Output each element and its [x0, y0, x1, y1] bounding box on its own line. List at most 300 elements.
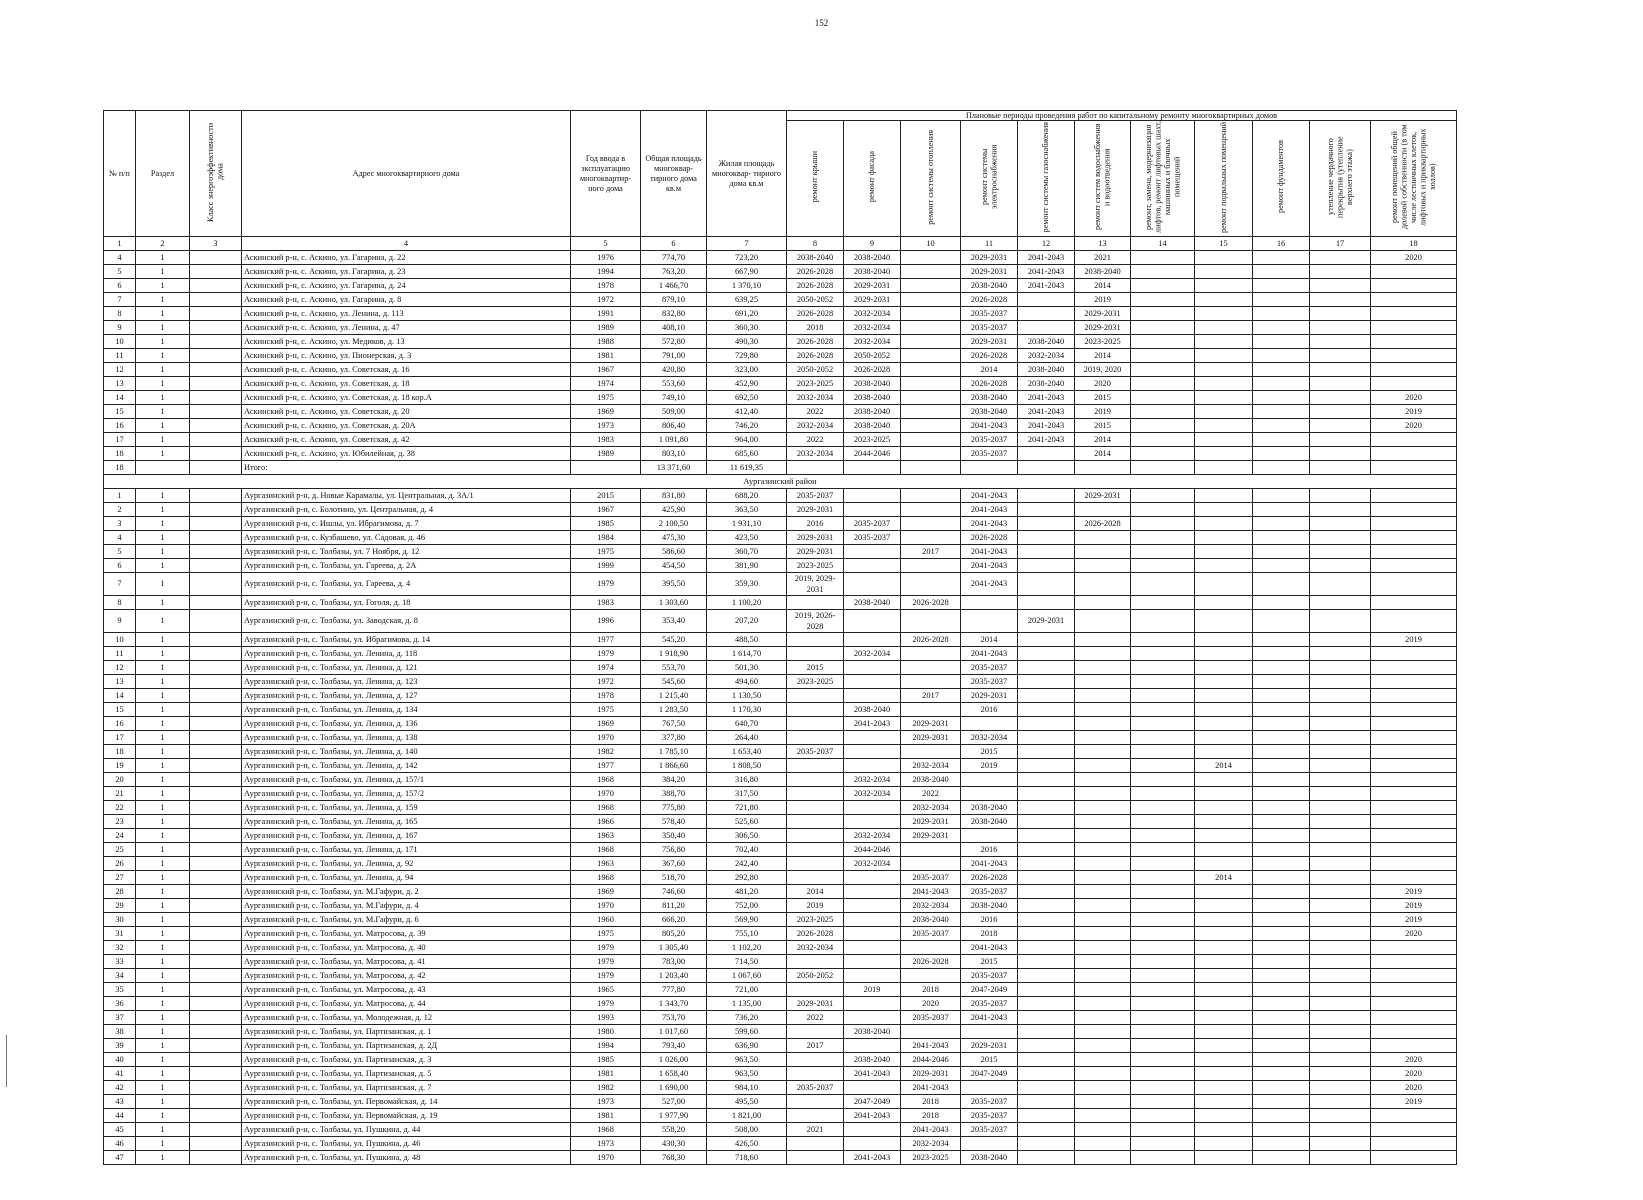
table-cell — [190, 927, 242, 941]
table-cell: 1977 — [571, 633, 641, 647]
table-cell: 363,50 — [707, 503, 787, 517]
table-cell — [1195, 633, 1253, 647]
table-cell — [1075, 843, 1131, 857]
table-cell: 2015 — [1075, 419, 1131, 433]
table-cell: 2035-2037 — [961, 433, 1018, 447]
header-year: Год ввода в эксплуатацию многоквартир- ного дома — [571, 111, 641, 237]
table-cell — [1253, 955, 1310, 969]
table-cell — [190, 419, 242, 433]
table-cell — [190, 363, 242, 377]
address-cell: Аургазинский р-н, с. Толбазы, ул. Ленина, д. 167 — [242, 829, 571, 843]
table-cell: 475,30 — [641, 531, 707, 545]
table-cell — [1253, 419, 1310, 433]
table-cell — [1075, 787, 1131, 801]
table-cell: 1 — [136, 1053, 190, 1067]
table-cell — [961, 596, 1018, 610]
table-cell: 805,20 — [641, 927, 707, 941]
address-cell: Аургазинский р-н, с. Толбазы, ул. Ленина, д. 140 — [242, 745, 571, 759]
table-cell — [1310, 1067, 1371, 1081]
table-cell: 42 — [104, 1081, 136, 1095]
column-number: 13 — [1075, 237, 1131, 251]
table-cell — [1195, 391, 1253, 405]
table-cell — [1253, 997, 1310, 1011]
table-cell: 381,90 — [707, 559, 787, 573]
table-cell — [787, 1137, 844, 1151]
table-cell: 306,50 — [707, 829, 787, 843]
table-cell — [1253, 1123, 1310, 1137]
table-cell — [787, 843, 844, 857]
table-cell — [1310, 596, 1371, 610]
capital-repair-schedule-table — [103, 110, 1457, 1165]
table-cell: 47 — [104, 1151, 136, 1165]
table-cell: 1 100,20 — [707, 596, 787, 610]
table-cell: 2035-2037 — [961, 1095, 1018, 1109]
table-cell: 2041-2043 — [901, 1123, 961, 1137]
table-cell — [1018, 559, 1075, 573]
table-cell — [1131, 857, 1195, 871]
table-cell — [901, 293, 961, 307]
table-cell — [1310, 489, 1371, 503]
table-cell — [901, 517, 961, 531]
table-cell: 13 — [104, 377, 136, 391]
table-cell: 1974 — [571, 377, 641, 391]
table-cell: 2047-2049 — [844, 1095, 901, 1109]
table-cell — [1195, 899, 1253, 913]
table-cell: 2020 — [1075, 377, 1131, 391]
table-cell — [901, 265, 961, 279]
table-cell — [1371, 447, 1457, 461]
column-number: 8 — [787, 237, 844, 251]
header-work-12: ремонт системы газоснабжения — [1018, 121, 1075, 237]
table-cell — [1310, 941, 1371, 955]
table-cell: 46 — [104, 1137, 136, 1151]
table-cell — [190, 279, 242, 293]
table-cell: 1 — [136, 675, 190, 689]
table-cell: 11 — [104, 647, 136, 661]
table-cell: 2026-2028 — [844, 363, 901, 377]
table-cell — [1018, 1011, 1075, 1025]
table-cell: 1979 — [571, 969, 641, 983]
table-cell — [1131, 1067, 1195, 1081]
header-work-17: утепление чердачного перекрытия (утепление верхнего этажа) — [1310, 121, 1371, 237]
table-cell — [1371, 517, 1457, 531]
table-cell: 1969 — [571, 405, 641, 419]
table-cell — [1371, 703, 1457, 717]
address-cell: Аургазинский р-н, с. Толбазы, ул. Матросова, д. 40 — [242, 941, 571, 955]
table-cell: 2041-2043 — [1018, 279, 1075, 293]
table-cell: 525,60 — [707, 815, 787, 829]
table-cell: 32 — [104, 941, 136, 955]
table-cell: 702,40 — [707, 843, 787, 857]
table-row — [104, 265, 1457, 279]
table-cell: 2041-2043 — [1018, 391, 1075, 405]
table-cell: 2020 — [1371, 1067, 1457, 1081]
address-cell: Аургазинский р-н, с. Толбазы, ул. Партизанская, д. 2Д — [242, 1039, 571, 1053]
table-cell — [190, 899, 242, 913]
table-cell — [1131, 955, 1195, 969]
table-cell: 1980 — [571, 1025, 641, 1039]
table-cell: 17 — [104, 433, 136, 447]
table-cell — [787, 773, 844, 787]
table-cell — [901, 531, 961, 545]
table-cell: 1994 — [571, 1039, 641, 1053]
table-cell — [1195, 647, 1253, 661]
table-cell — [1253, 559, 1310, 573]
table-cell — [1195, 913, 1253, 927]
table-cell: 2020 — [901, 997, 961, 1011]
address-cell: Аургазинский р-н, с. Толбазы, ул. Ленина, д. 171 — [242, 843, 571, 857]
table-cell — [1253, 573, 1310, 596]
table-cell: 1 — [136, 983, 190, 997]
table-cell — [1018, 759, 1075, 773]
table-cell: 454,50 — [641, 559, 707, 573]
table-cell — [1131, 997, 1195, 1011]
table-cell — [1018, 675, 1075, 689]
table-cell: 1 — [136, 1039, 190, 1053]
table-cell — [1195, 307, 1253, 321]
address-cell: Аургазинский р-н, с. Кузбашево, ул. Садовая, д. 46 — [242, 531, 571, 545]
table-cell — [1310, 573, 1371, 596]
table-cell: 2035-2037 — [961, 307, 1018, 321]
address-cell: Аургазинский р-н, с. Толбазы, ул. Ленина, д. 159 — [242, 801, 571, 815]
table-cell: 2014 — [1075, 447, 1131, 461]
table-cell: 2018 — [901, 1095, 961, 1109]
table-cell — [190, 661, 242, 675]
table-cell — [1195, 531, 1253, 545]
table-cell: 1981 — [571, 349, 641, 363]
table-cell: 1979 — [571, 573, 641, 596]
table-cell: 2041-2043 — [1018, 405, 1075, 419]
table-cell — [787, 1067, 844, 1081]
table-cell — [1131, 1025, 1195, 1039]
table-cell: 2041-2043 — [961, 941, 1018, 955]
table-cell: 2029-2031 — [961, 265, 1018, 279]
table-cell — [961, 717, 1018, 731]
table-cell: 1 — [136, 1081, 190, 1095]
table-cell: 425,90 — [641, 503, 707, 517]
table-cell — [1371, 815, 1457, 829]
table-cell: 2038-2040 — [1018, 363, 1075, 377]
table-cell — [190, 531, 242, 545]
table-cell: 752,00 — [707, 899, 787, 913]
table-cell — [1075, 717, 1131, 731]
table-cell: 984,10 — [707, 1081, 787, 1095]
table-cell — [1253, 307, 1310, 321]
table-cell — [901, 433, 961, 447]
table-cell — [1371, 433, 1457, 447]
header-address: Адрес многоквартирного дома — [242, 111, 571, 237]
table-cell — [1253, 913, 1310, 927]
table-cell — [1131, 489, 1195, 503]
header-work-8: ремонт крыши — [787, 121, 844, 237]
table-cell — [901, 307, 961, 321]
table-cell: 1985 — [571, 1053, 641, 1067]
table-cell — [1075, 647, 1131, 661]
table-cell — [1075, 801, 1131, 815]
table-cell: 13 — [104, 675, 136, 689]
table-cell — [787, 1053, 844, 1067]
table-cell — [1371, 801, 1457, 815]
table-cell — [1075, 461, 1131, 475]
table-cell — [901, 969, 961, 983]
table-cell: 667,90 — [707, 265, 787, 279]
table-cell — [844, 759, 901, 773]
table-cell — [1195, 689, 1253, 703]
table-cell — [1253, 610, 1310, 633]
table-row — [104, 559, 1457, 573]
table-cell — [844, 1039, 901, 1053]
table-cell — [1131, 1039, 1195, 1053]
table-cell — [190, 885, 242, 899]
table-cell: 1 — [136, 913, 190, 927]
address-cell: Аургазинский р-н, с. Толбазы, ул. 7 Ноября, д. 12 — [242, 545, 571, 559]
table-row — [104, 745, 1457, 759]
table-cell — [1310, 1109, 1371, 1123]
table-cell — [1195, 377, 1253, 391]
table-cell — [1075, 899, 1131, 913]
table-cell — [1371, 1011, 1457, 1025]
table-cell: 2038-2040 — [961, 1151, 1018, 1165]
table-cell: 1969 — [571, 717, 641, 731]
table-cell — [1253, 717, 1310, 731]
address-cell: Аскинский р-н, с. Аскино, ул. Советская, д. 42 — [242, 433, 571, 447]
table-cell: 2019 — [1371, 405, 1457, 419]
table-cell — [1195, 573, 1253, 596]
table-cell — [1195, 1109, 1253, 1123]
table-row — [104, 573, 1457, 596]
table-cell: 2035-2037 — [961, 1109, 1018, 1123]
table-cell — [787, 1025, 844, 1039]
table-row — [104, 391, 1457, 405]
table-cell: 2038-2040 — [844, 405, 901, 419]
table-cell: 1973 — [571, 1095, 641, 1109]
address-cell: Аургазинский р-н, с. Болотино, ул. Центральная, д. 4 — [242, 503, 571, 517]
address-cell: Аскинский р-н, с. Аскино, ул. Советская, д. 18 кор.А — [242, 391, 571, 405]
table-cell: 1 — [136, 1123, 190, 1137]
table-cell — [844, 899, 901, 913]
table-cell — [1310, 559, 1371, 573]
table-cell — [844, 503, 901, 517]
table-cell — [1195, 717, 1253, 731]
table-cell: 1 — [136, 363, 190, 377]
table-cell — [1371, 1039, 1457, 1053]
table-cell — [901, 377, 961, 391]
table-cell — [1253, 1095, 1310, 1109]
table-cell: 2029-2031 — [901, 829, 961, 843]
address-cell: Аскинский р-н, с. Аскино, ул. Ленина, д. 47 — [242, 321, 571, 335]
table-cell: 2032-2034 — [787, 447, 844, 461]
table-cell — [190, 983, 242, 997]
table-cell — [1310, 1151, 1371, 1165]
table-cell: 2041-2043 — [961, 1011, 1018, 1025]
table-cell: 2032-2034 — [901, 899, 961, 913]
table-row — [104, 335, 1457, 349]
table-cell — [1195, 433, 1253, 447]
table-cell: 1979 — [571, 955, 641, 969]
table-cell — [1253, 927, 1310, 941]
table-cell — [1253, 647, 1310, 661]
table-cell — [1310, 377, 1371, 391]
column-number: 11 — [961, 237, 1018, 251]
table-cell — [1195, 503, 1253, 517]
table-cell — [1131, 983, 1195, 997]
address-cell: Аскинский р-н, с. Аскино, ул. Гагарина, д. 22 — [242, 251, 571, 265]
table-cell: 1973 — [571, 419, 641, 433]
table-row — [104, 349, 1457, 363]
table-cell: 1 017,60 — [641, 1025, 707, 1039]
table-cell: 2035-2037 — [901, 871, 961, 885]
table-row — [104, 927, 1457, 941]
table-cell — [1018, 647, 1075, 661]
table-cell — [844, 1011, 901, 1025]
table-cell — [1310, 391, 1371, 405]
table-cell — [1310, 433, 1371, 447]
table-cell — [1075, 857, 1131, 871]
table-cell — [190, 759, 242, 773]
table-cell: 14 — [104, 689, 136, 703]
table-cell — [1075, 913, 1131, 927]
address-cell: Аургазинский р-н, с. Толбазы, ул. Ленина, д. 136 — [242, 717, 571, 731]
table-cell: 37 — [104, 1011, 136, 1025]
table-row — [104, 955, 1457, 969]
table-cell: 1 — [136, 801, 190, 815]
header-work-13: ремонт систем водоснабжения и водоотведения — [1075, 121, 1131, 237]
table-cell: 2029-2031 — [961, 1039, 1018, 1053]
table-cell — [844, 955, 901, 969]
table-cell — [1131, 703, 1195, 717]
table-cell — [1253, 787, 1310, 801]
table-cell: 2029-2031 — [961, 335, 1018, 349]
table-cell — [1195, 265, 1253, 279]
table-cell: 1 — [136, 633, 190, 647]
table-cell: 2020 — [1371, 419, 1457, 433]
table-cell — [961, 1025, 1018, 1039]
table-cell — [1195, 447, 1253, 461]
table-cell: 1 — [136, 689, 190, 703]
table-cell: 2032-2034 — [787, 419, 844, 433]
table-cell — [190, 969, 242, 983]
table-cell: 2014 — [1195, 759, 1253, 773]
table-cell: 12 — [104, 363, 136, 377]
table-cell — [190, 955, 242, 969]
table-cell — [901, 647, 961, 661]
address-cell: Аскинский р-н, с. Аскино, ул. Юбилейная, д. 38 — [242, 447, 571, 461]
table-cell — [1018, 941, 1075, 955]
table-cell: 1 866,60 — [641, 759, 707, 773]
table-row — [104, 843, 1457, 857]
table-cell — [190, 787, 242, 801]
table-cell — [1131, 731, 1195, 745]
table-cell: 43 — [104, 1095, 136, 1109]
table-cell: 832,80 — [641, 307, 707, 321]
table-cell: 1 091,80 — [641, 433, 707, 447]
table-cell — [1310, 251, 1371, 265]
table-cell — [1253, 545, 1310, 559]
table-cell: 1 — [136, 703, 190, 717]
table-cell — [1371, 829, 1457, 843]
table-cell — [1075, 759, 1131, 773]
table-row — [104, 1095, 1457, 1109]
table-cell: 1999 — [571, 559, 641, 573]
table-cell: 1983 — [571, 433, 641, 447]
table-cell: 2029-2031 — [787, 531, 844, 545]
column-number: 9 — [844, 237, 901, 251]
table-cell: 18 — [104, 447, 136, 461]
table-cell: 1 — [136, 293, 190, 307]
table-cell — [1253, 363, 1310, 377]
table-cell: 1994 — [571, 265, 641, 279]
table-cell: 1982 — [571, 1081, 641, 1095]
table-cell — [1195, 1039, 1253, 1053]
table-cell — [1253, 675, 1310, 689]
table-cell — [1253, 251, 1310, 265]
table-cell: 2019, 2026-2028 — [787, 610, 844, 633]
table-row — [104, 941, 1457, 955]
page-number: 152 — [814, 18, 829, 28]
table-cell: 2038-2040 — [844, 391, 901, 405]
table-cell: 1 — [136, 773, 190, 787]
table-cell: 2041-2043 — [844, 717, 901, 731]
table-cell: 2019 — [1371, 1095, 1457, 1109]
table-row — [104, 1067, 1457, 1081]
table-cell: 2014 — [787, 885, 844, 899]
table-cell — [571, 461, 641, 475]
table-cell: 1 653,40 — [707, 745, 787, 759]
table-cell: 384,20 — [641, 773, 707, 787]
table-cell: 2029-2031 — [844, 279, 901, 293]
table-cell — [1131, 1151, 1195, 1165]
table-cell — [190, 447, 242, 461]
table-row — [104, 983, 1457, 997]
table-cell — [1253, 1039, 1310, 1053]
table-row — [104, 703, 1457, 717]
table-cell — [190, 307, 242, 321]
table-cell: 5 — [104, 265, 136, 279]
table-cell — [1018, 1095, 1075, 1109]
table-cell — [961, 610, 1018, 633]
table-cell — [190, 1053, 242, 1067]
table-cell — [1310, 829, 1371, 843]
table-cell: 2032-2034 — [1018, 349, 1075, 363]
table-cell — [1195, 419, 1253, 433]
table-cell: 2032-2034 — [844, 307, 901, 321]
table-cell: 749,10 — [641, 391, 707, 405]
table-cell — [1018, 955, 1075, 969]
table-cell: 2041-2043 — [961, 857, 1018, 871]
table-cell — [1131, 927, 1195, 941]
table-cell — [190, 1011, 242, 1025]
table-cell — [190, 610, 242, 633]
table-cell: 1 — [136, 573, 190, 596]
table-cell — [1371, 745, 1457, 759]
table-cell — [844, 969, 901, 983]
table-cell — [1253, 461, 1310, 475]
table-cell: 691,20 — [707, 307, 787, 321]
address-cell: Аургазинский р-н, д. Новые Карамалы, ул. Центральная, д. 3А/1 — [242, 489, 571, 503]
address-cell: Аургазинский р-н, с. Толбазы, ул. Ленина, д. 157/2 — [242, 787, 571, 801]
table-cell — [1253, 899, 1310, 913]
table-cell: 2041-2043 — [901, 885, 961, 899]
table-cell: 2019 — [1371, 913, 1457, 927]
table-cell — [190, 573, 242, 596]
table-cell: 2047-2049 — [961, 1067, 1018, 1081]
table-row — [104, 419, 1457, 433]
table-cell: 11 619,35 — [707, 461, 787, 475]
address-cell: Итого: — [242, 461, 571, 475]
table-cell — [901, 843, 961, 857]
column-number: 2 — [136, 237, 190, 251]
table-cell — [787, 1095, 844, 1109]
